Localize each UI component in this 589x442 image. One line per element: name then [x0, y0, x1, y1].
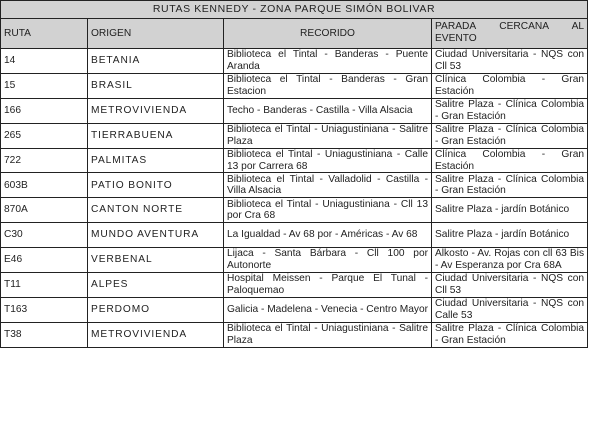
table-row — [1, 297, 588, 322]
cell-ruta: T38 — [1, 322, 88, 347]
cell-recorrido: Biblioteca el Tintal - Banderas - Puente Aranda — [224, 49, 432, 74]
cell-ruta: T11 — [1, 273, 88, 298]
cell-parada: Salitre Plaza - Clínica Colombia - Gran Estación — [432, 173, 588, 198]
cell-origen: PALMITAS — [88, 148, 224, 173]
cell-origen: MUNDO AVENTURA — [88, 223, 224, 248]
cell-parada: Salitre Plaza - Clínica Colombia - Gran Estación — [432, 322, 588, 347]
cell-parada: Alkosto - Av. Rojas con cll 63 Bis - Av Esperanza por Cra 68A — [432, 248, 588, 273]
table-title-row — [1, 1, 588, 19]
cell-ruta: 265 — [1, 123, 88, 148]
table-row — [1, 98, 588, 123]
header-ruta: RUTA — [1, 19, 88, 49]
cell-recorrido: Biblioteca el Tintal - Valladolid - Castilla - Villa Alsacia — [224, 173, 432, 198]
table-row — [1, 148, 588, 173]
cell-ruta: 870A — [1, 198, 88, 223]
table-row — [1, 223, 588, 248]
cell-parada: Clínica Colombia - Gran Estación — [432, 73, 588, 98]
cell-recorrido: Hospital Meissen - Parque El Tunal - Paloquemao — [224, 273, 432, 298]
header-origen: ORIGEN — [88, 19, 224, 49]
cell-origen: METROVIVIENDA — [88, 322, 224, 347]
table-row — [1, 49, 588, 74]
cell-origen: PERDOMO — [88, 297, 224, 322]
cell-recorrido: Biblioteca el Tintal - Uniagustiniana - Calle 13 por Carrera 68 — [224, 148, 432, 173]
table-row — [1, 73, 588, 98]
cell-recorrido: Techo - Banderas - Castilla - Villa Alsacia — [224, 98, 432, 123]
table-row — [1, 248, 588, 273]
cell-origen: BRASIL — [88, 73, 224, 98]
header-recorrido: RECORIDO — [224, 19, 432, 49]
cell-ruta: 166 — [1, 98, 88, 123]
cell-ruta: 15 — [1, 73, 88, 98]
cell-parada: Salitre Plaza - jardín Botánico — [432, 223, 588, 248]
cell-origen: CANTON NORTE — [88, 198, 224, 223]
cell-ruta: 603B — [1, 173, 88, 198]
cell-recorrido: Biblioteca el Tintal - Uniagustiniana - Salitre Plaza — [224, 322, 432, 347]
cell-recorrido: Galicia - Madelena - Venecia - Centro Mayor — [224, 297, 432, 322]
cell-recorrido: Biblioteca el Tintal - Uniagustiniana - Salitre Plaza — [224, 123, 432, 148]
cell-origen: METROVIVIENDA — [88, 98, 224, 123]
header-row — [1, 19, 588, 49]
header-parada: PARADA CERCANA AL EVENTO — [432, 19, 588, 49]
cell-origen: VERBENAL — [88, 248, 224, 273]
table-row — [1, 123, 588, 148]
cell-recorrido: Lijaca - Santa Bárbara - Cll 100 por Autonorte — [224, 248, 432, 273]
cell-ruta: 722 — [1, 148, 88, 173]
cell-origen: TIERRABUENA — [88, 123, 224, 148]
cell-recorrido: La Igualdad - Av 68 por - Américas - Av 68 — [224, 223, 432, 248]
cell-parada: Salitre Plaza - Clínica Colombia - Gran Estación — [432, 123, 588, 148]
table-row — [1, 273, 588, 298]
cell-origen: BETANIA — [88, 49, 224, 74]
cell-parada: Ciudad Universitaria - NQS con Calle 53 — [432, 297, 588, 322]
cell-origen: ALPES — [88, 273, 224, 298]
cell-ruta: C30 — [1, 223, 88, 248]
cell-recorrido: Biblioteca el Tintal - Uniagustiniana - Cll 13 por Cra 68 — [224, 198, 432, 223]
cell-ruta: T163 — [1, 297, 88, 322]
table-row — [1, 322, 588, 347]
cell-ruta: 14 — [1, 49, 88, 74]
table-row — [1, 173, 588, 198]
cell-parada: Salitre Plaza - jardín Botánico — [432, 198, 588, 223]
cell-parada: Ciudad Universitaria - NQS con Cll 53 — [432, 49, 588, 74]
table-title: RUTAS KENNEDY - ZONA PARQUE SIMÓN BOLIVAR — [1, 1, 588, 19]
cell-parada: Salitre Plaza - Clínica Colombia - Gran Estación — [432, 98, 588, 123]
cell-parada: Ciudad Universitaria - NQS con Cll 53 — [432, 273, 588, 298]
cell-ruta: E46 — [1, 248, 88, 273]
cell-recorrido: Biblioteca el Tintal - Banderas - Gran Estacion — [224, 73, 432, 98]
cell-parada: Clínica Colombia - Gran Estación — [432, 148, 588, 173]
table-row — [1, 198, 588, 223]
cell-origen: PATIO BONITO — [88, 173, 224, 198]
